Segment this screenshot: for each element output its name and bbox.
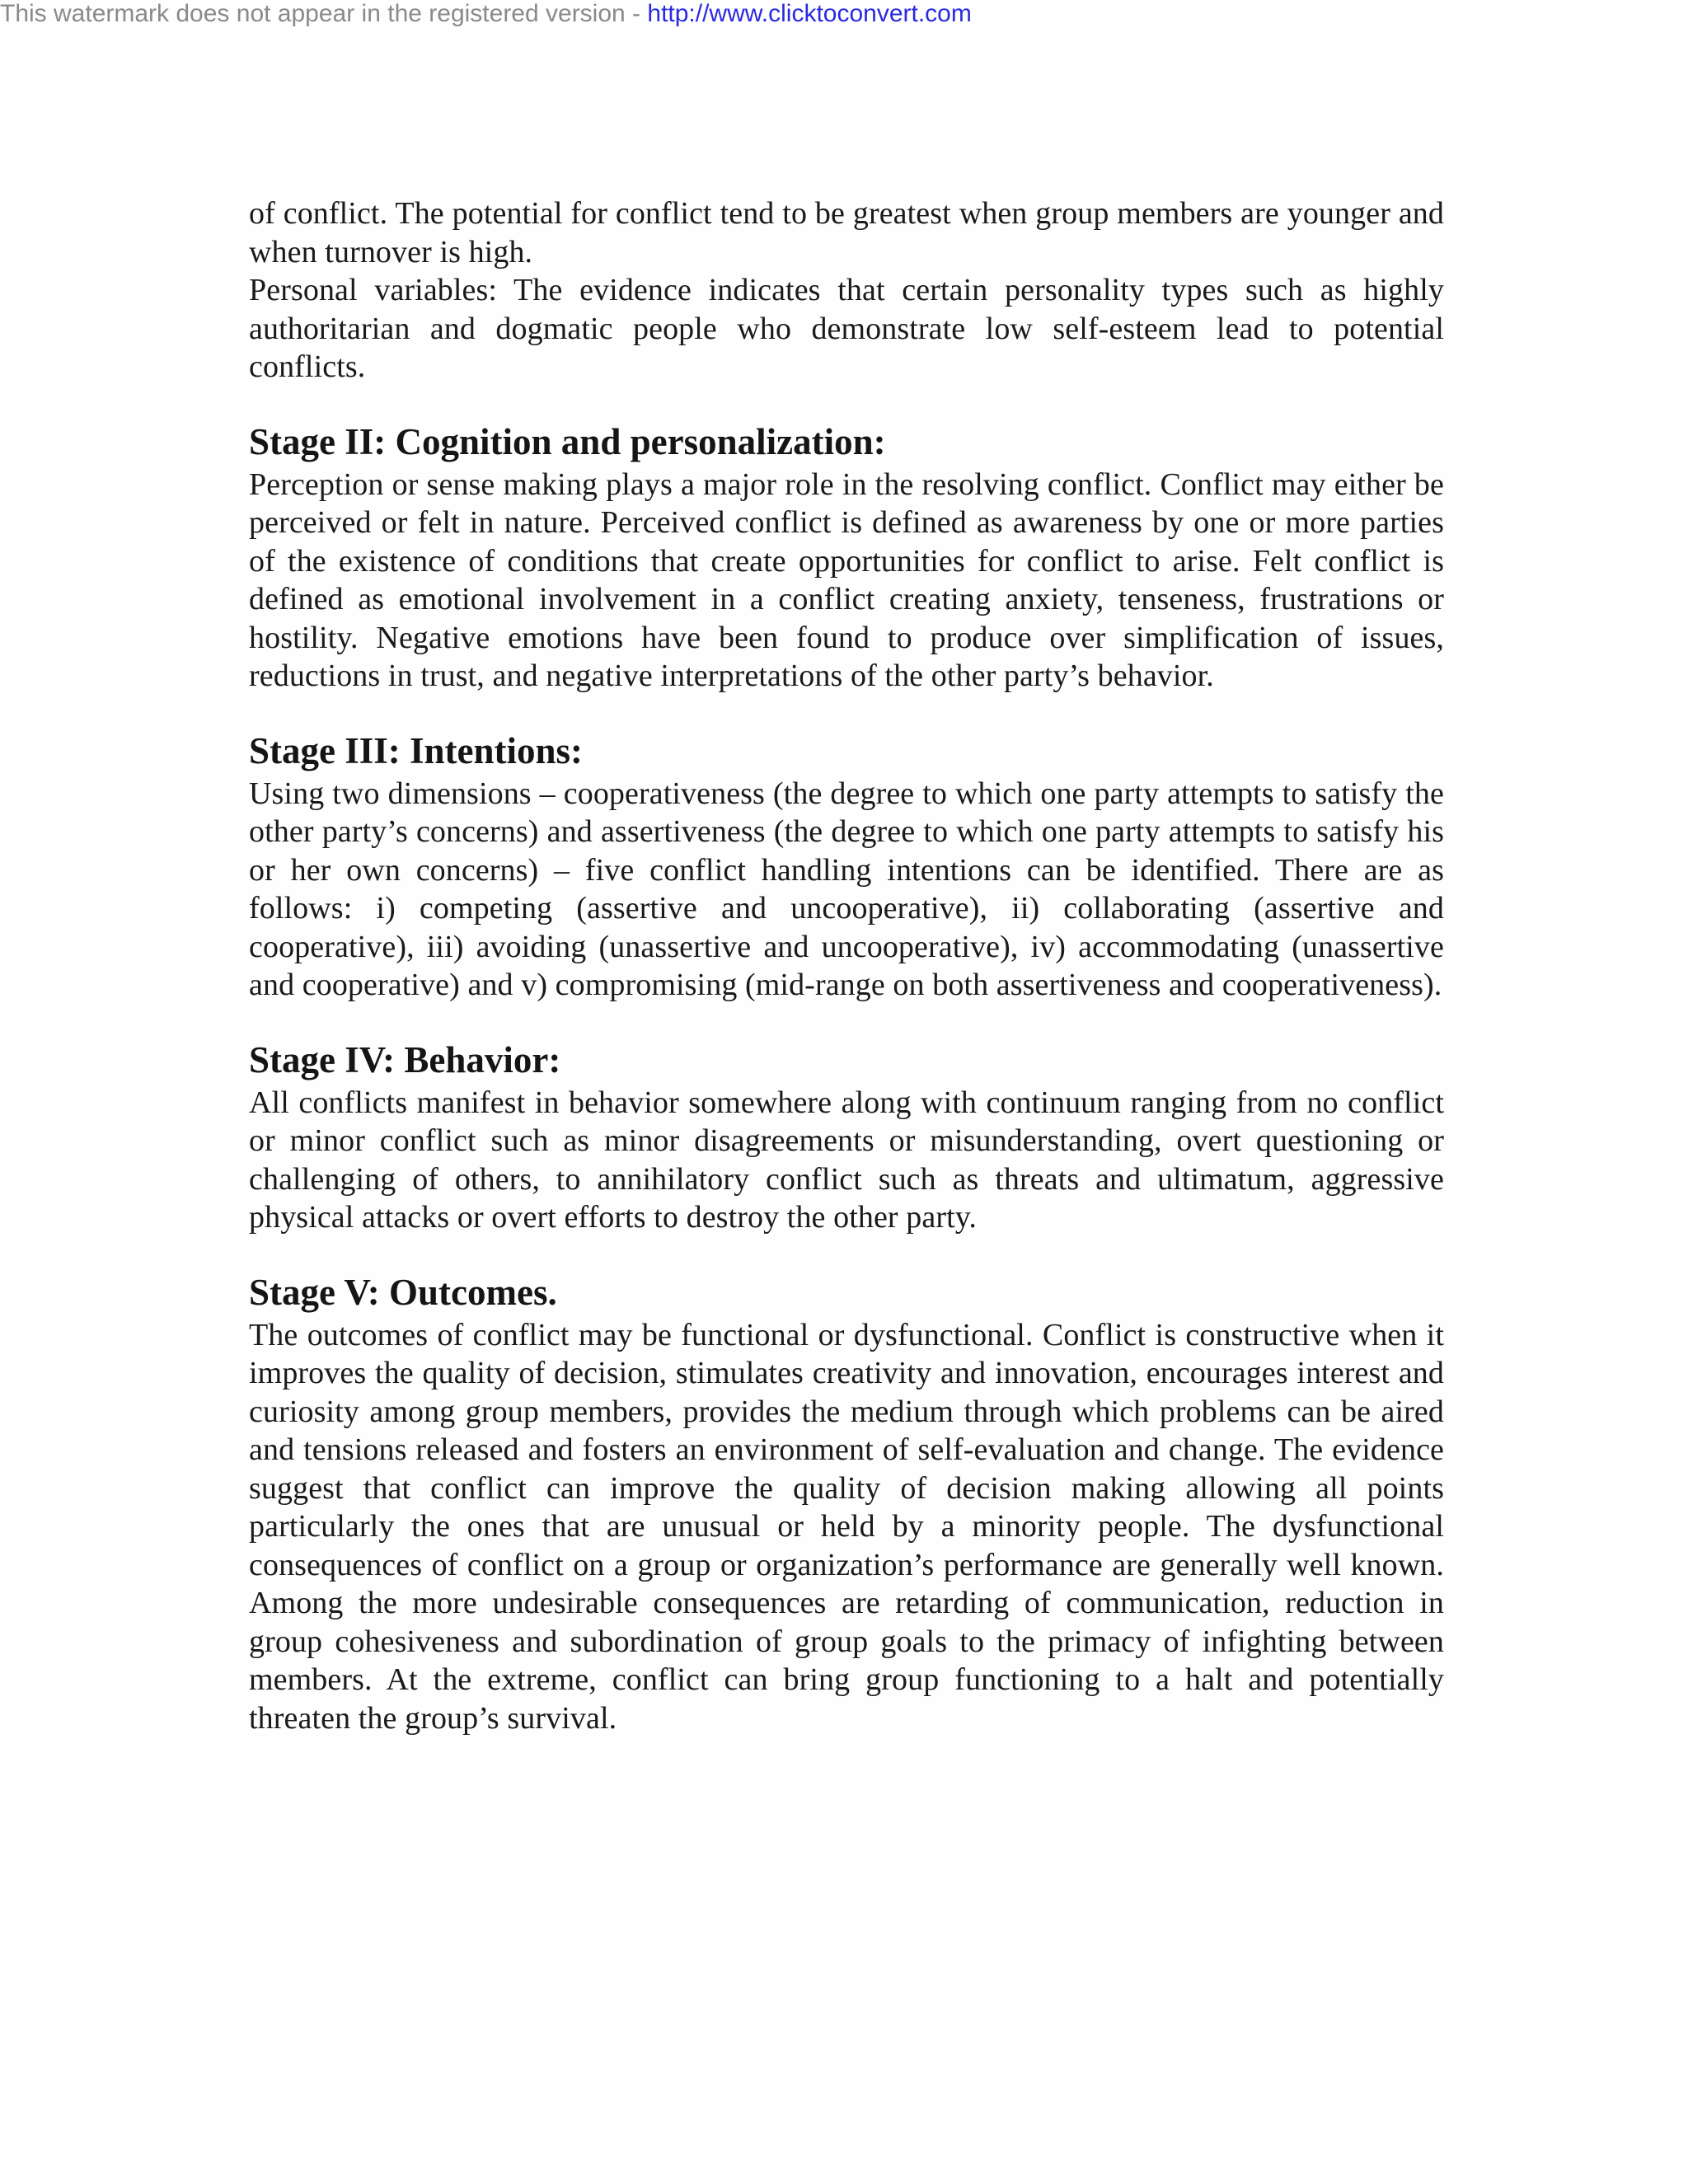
stage-3-heading: Stage III: Intentions: [249, 729, 584, 771]
watermark-link[interactable]: http://www.clicktoconvert.com [647, 0, 972, 27]
stage-4-section [249, 1036, 1444, 1237]
stage-4-heading: Stage IV: Behavior: [249, 1038, 561, 1080]
watermark-banner [0, 0, 972, 28]
stage-3-section [249, 727, 1444, 1005]
document-page [249, 194, 1444, 1737]
intro-paragraph-1: of conflict. The potential for conflict tend to be greatest when group members are younger and when turnover is high. [249, 196, 1444, 269]
watermark-text: This watermark does not appear in the registered version - [0, 0, 648, 27]
stage-2-heading: Stage II: Cognition and personalization: [249, 420, 886, 462]
intro-paragraph-2: Personal variables: The evidence indicates that certain personality types such as highly authoritarian and dogmatic people who demonstrate low self-esteem lead to potential conflicts. [249, 273, 1444, 384]
stage-4-body: All conflicts manifest in behavior somewhere along with continuum ranging from no conflict or minor conflict such as minor disagreements or misunderstanding, overt questioning or challenging of others, to annihilatory conflict such as threats and ultimatum, aggressive physical attacks or overt efforts to destroy the other party. [249, 1085, 1444, 1235]
stage-5-section [249, 1268, 1444, 1738]
stage-5-body: The outcomes of conflict may be functional or dysfunctional. Conflict is constructive when it improves the quality of decision, stimulates creativity and innovation, encourages interest and curiosity among group members, provides the medium through which problems can be aired and tensions released and fosters an environment of self-evaluation and change. The evidence suggest that conflict can improve the quality of decision making allowing all points particularly the ones that are unusual or held by a minority people. The dysfunctional consequences of conflict on a group or organization’s performance are generally well known. Among the more undesirable consequences are retarding of communication, reduction in group cohesiveness and subordination of group goals to the primacy of infighting between members. At the extreme, conflict can bring group functioning to a halt and potentially threaten the group’s survival. [249, 1317, 1444, 1736]
stage-2-body: Perception or sense making plays a major role in the resolving conflict. Conflict may either be perceived or felt in nature. Perceived conflict is defined as awareness by one or more parties of the existence of conditions that create opportunities for conflict to arise. Felt conflict is defined as emotional involvement in a conflict creating anxiety, tenseness, frustrations or hostility. Negative emotions have been found to produce over simplification of issues, reductions in trust, and negative interpretations of the other party’s behavior. [249, 466, 1444, 693]
stage-2-section [249, 418, 1444, 696]
stage-5-heading: Stage V: Outcomes. [249, 1271, 557, 1313]
stage-3-body: Using two dimensions – cooperativeness (the degree to which one party attempts to satisfy the other party’s concerns) and assertiveness (the degree to which one party attempts to satisfy his or her own concerns) – five conflict handling intentions can be identified. There are as follows: i) competing (assertive and uncooperative), ii) collaborating (assertive and cooperative), iii) avoiding (unassertive and uncooperative), iv) accommodating (unassertive and cooperative) and v) compromising (mid-range on both assertiveness and cooperativeness). [249, 776, 1444, 1002]
